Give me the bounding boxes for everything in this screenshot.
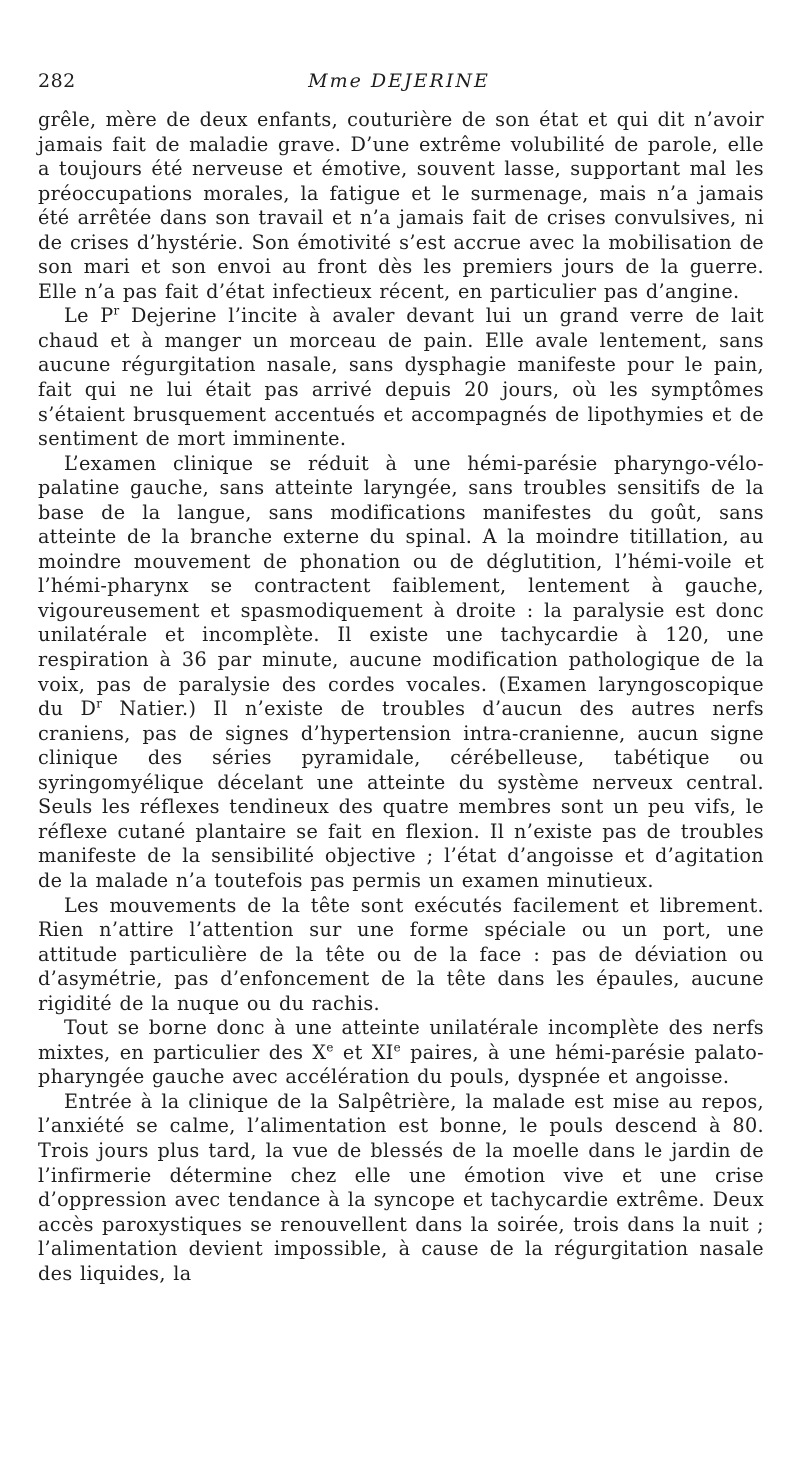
text-run: Les mouvements de la tête sont exécutés facilement et librement. Rien n’attire l’attention sur une forme spéciale ou un port, une attitude particulière de la tête ou de la face : pas de déviation ou d’asymétrie, pas d’enfoncement de la tête dans les épaules, aucune rigidité de la nuque ou du rachis. — [38, 893, 764, 1015]
text-run: Le P — [64, 304, 114, 328]
text-run: et XI — [333, 1040, 394, 1064]
page-number: 282 — [38, 70, 76, 92]
text-run: grêle, mère de deux enfants, couturière de son état et qui dit n’avoir jamais fait de maladie grave. D’une extrême volubilité de parole, elle a toujours été nerveuse et émotive, souvent lasse, supportant mal les préoccupations morales, la fatigue et le surmenage, mais n’a jamais été arrêtée dans son travail et n’a jamais fait de crises convulsives, ni de crises d’hystérie. Son émotivité s’est accrue avec la mobilisation de son mari et son envoi au front dès les premiers jours de la guerre. Elle n’a pas fait d’état infectieux récent, en particulier pas d’angine. — [38, 108, 764, 303]
paragraph — [38, 1016, 764, 1090]
superscript: e — [393, 1040, 402, 1055]
superscript: r — [113, 303, 120, 318]
body-text — [38, 108, 764, 1286]
paragraph — [38, 108, 764, 304]
page-header — [38, 70, 760, 100]
paragraph — [38, 304, 764, 451]
paragraph — [38, 452, 764, 894]
text-run: Natier.) Il n’existe de troubles d’aucun des autres nerfs craniens, pas de signes d’hypertension intra-cranienne, aucun signe clinique des séries pyramidale, cérébelleuse, tabétique ou syringomyélique décelant une atteinte du système nerveux central. Seuls les réflexes tendineux des quatre membres sont un peu vifs, le réflexe cutané plantaire se fait en flexion. Il n’existe pas de troubles manifeste de la sensibilité objective ; l’état d’angoisse et d’agitation de la malade n’a toutefois pas permis un examen minutieux. — [38, 697, 764, 892]
text-run: paires, à une hémi-parésie palato-pharyngée gauche avec accélération du pouls, dyspnée et angoisse. — [38, 1040, 764, 1089]
text-run: Dejerine l’incite à avaler devant lui un grand verre de lait chaud et à manger un morceau de pain. Elle avale lentement, sans aucune régurgitation nasale, sans dysphagie manifeste pour le pain, fait qui ne lui était pas arrivé depuis 20 jours, où les symptômes s’étaient brusquement accentués et accompagnés de lipothymies et de sentiment de mort imminente. — [38, 304, 764, 451]
running-head: Mme DEJERINE — [308, 70, 490, 92]
text-run: Tout se borne donc à une atteinte unilatérale incomplète des nerfs mixtes, en particulier des X — [38, 1016, 764, 1064]
text-run: L’examen clinique se réduit à une hémi-parésie pharyngo-vélo-palatine gauche, sans atteinte laryngée, sans troubles sensitifs de la base de la langue, sans modifications manifestes du goût, sans atteinte de la branche externe du spinal. A la moindre titillation, au moindre mouvement de phonation ou de déglutition, l’hémi-voile et l’hémi-pharynx se contractent faiblement, lentement à gauche, vigoureusement et spasmodiquement à droite : la paralysie est donc unilatérale et incomplète. Il existe une tachycardie à 120, une respiration à 36 par minute, aucune modification pathologique de la voix, pas de paralysie des cordes vocales. (Examen laryngoscopique du D — [38, 451, 764, 721]
paragraph — [38, 1090, 764, 1286]
paragraph — [38, 894, 764, 1017]
text-run: Entrée à la clinique de la Salpêtrière, la malade est mise au repos, l’anxiété se calme, l’alimentation est bonne, le pouls descend à 80. Trois jours plus tard, la vue de blessés de la moelle dans le jardin de l’infirmerie détermine chez elle une émotion vive et une crise d’oppression avec tendance à la syncope et tachycardie extrême. Deux accès paroxystiques se renouvellent dans la soirée, trois dans la nuit ; l’alimentation devient impossible, à cause de la régurgitation nasale des liquides, la — [38, 1089, 764, 1285]
superscript: e — [326, 1040, 334, 1055]
superscript: r — [96, 696, 103, 711]
